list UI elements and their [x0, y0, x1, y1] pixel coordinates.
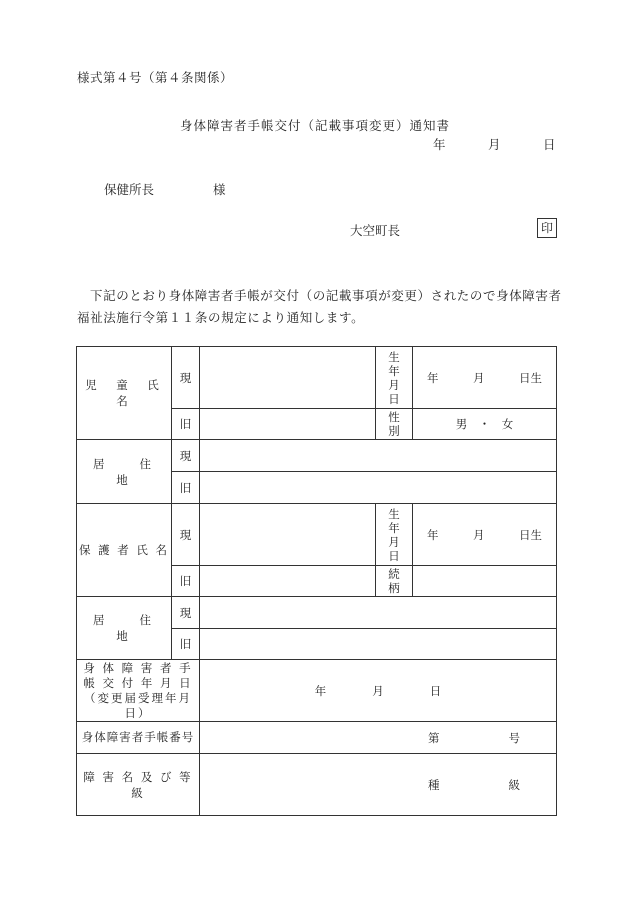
current-label: 現 [172, 504, 200, 566]
guardian-residence-label: 居 住 地 [77, 597, 172, 660]
date-month: 月 [488, 137, 501, 152]
child-residence-label: 居 住 地 [77, 440, 172, 504]
birth-label: 生 年 月 日 [376, 504, 413, 566]
body-paragraph: 下記のとおり身体障害者手帳が交付（の記載事項が変更）されたので身体障害者福祉法施行令第１１条の規定により通知します。 [77, 288, 562, 325]
date-line [433, 135, 556, 153]
disability-label: 障 害 名 及 び 等 級 [77, 754, 200, 816]
date-year: 年 [433, 137, 446, 152]
child-birth-date-field[interactable]: 年 月 日生 [413, 347, 557, 409]
child-residence-old-field[interactable] [200, 472, 557, 504]
notebook-number-label: 身体障害者手帳番号 [77, 722, 200, 754]
issue-date-label: 身 体 障 害 者 手 帳 交 付 年 月 日 （変更届受理年月 日） [77, 660, 200, 722]
addressee: 保健所長 [104, 182, 155, 197]
disability-field[interactable]: 種 級 [200, 754, 557, 816]
seal-box: 印 [537, 218, 557, 238]
guardian-name-label: 保 護 者 氏 名 [77, 504, 172, 597]
old-label: 旧 [172, 409, 200, 440]
form-number: 様式第４号（第４条関係） [77, 70, 234, 85]
current-label: 現 [172, 597, 200, 629]
sex-field[interactable]: 男 ・ 女 [413, 409, 557, 440]
guardian-birth-date-field[interactable]: 年 月 日生 [413, 504, 557, 566]
issuer: 大空町長 [350, 223, 401, 238]
notice-form-table [76, 346, 557, 816]
current-label: 現 [172, 347, 200, 409]
old-label: 旧 [172, 629, 200, 660]
old-label: 旧 [172, 472, 200, 504]
child-residence-current-field[interactable] [200, 440, 557, 472]
document-title: 身体障害者手帳交付（記載事項変更）通知書 [179, 118, 450, 133]
guardian-name-old-field[interactable] [200, 566, 376, 597]
date-day: 日 [543, 137, 556, 152]
guardian-name-current-field[interactable] [200, 504, 376, 566]
relation-field[interactable] [413, 566, 557, 597]
notebook-number-field[interactable]: 第 号 [200, 722, 557, 754]
child-name-current-field[interactable] [200, 347, 376, 409]
child-name-label: 児 童 氏 名 [77, 347, 172, 440]
sex-label: 性 別 [376, 409, 413, 440]
guardian-residence-current-field[interactable] [200, 597, 557, 629]
guardian-residence-old-field[interactable] [200, 629, 557, 660]
old-label: 旧 [172, 566, 200, 597]
birth-label: 生 年 月 日 [376, 347, 413, 409]
issue-date-field[interactable]: 年 月 日 [200, 660, 557, 722]
relation-label: 続 柄 [376, 566, 413, 597]
honorific: 様 [213, 182, 226, 197]
current-label: 現 [172, 440, 200, 472]
child-name-old-field[interactable] [200, 409, 376, 440]
